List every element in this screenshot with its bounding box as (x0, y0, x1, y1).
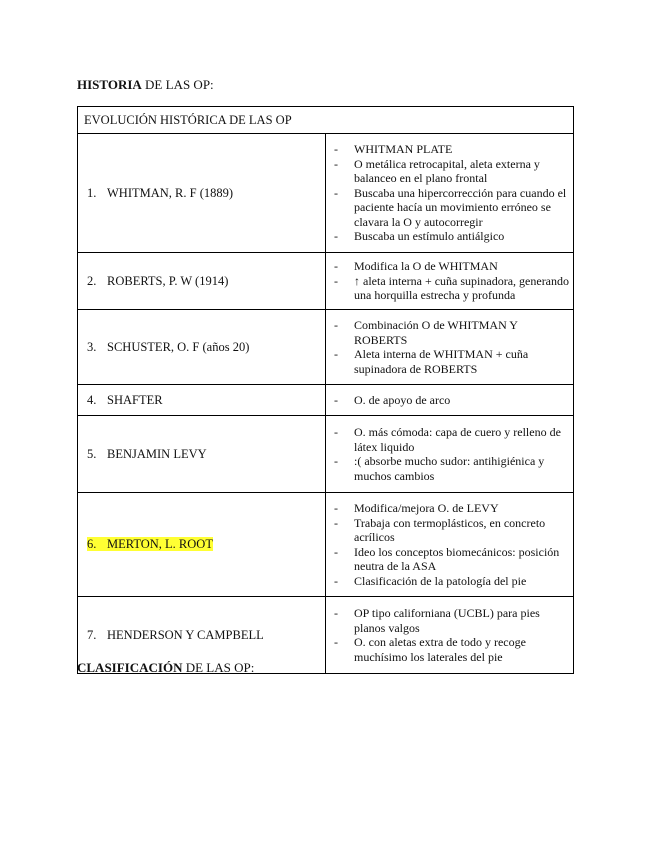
heading-clasificacion-bold: CLASIFICACIÓN (77, 660, 183, 675)
heading-clasificacion (77, 660, 254, 675)
description-item: - Ideo los conceptos biomecánicos: posición neutra de la ASA (334, 545, 569, 574)
row-number: 4. (87, 392, 97, 407)
author-label (87, 274, 228, 288)
row-number: 7. (87, 627, 97, 642)
description-item: - ↑ aleta interna + cuña supinadora, generando una horquilla estrecha y profunda (334, 274, 569, 303)
description-list (334, 606, 569, 664)
author-name: SHAFTER (107, 392, 163, 407)
author-label (87, 393, 163, 407)
description-item: - O. de apoyo de arco (334, 393, 569, 408)
description-item: - Aleta interna de WHITMAN + cuña supinadora de ROBERTS (334, 347, 569, 376)
description-item: - Modifica/mejora O. de LEVY (334, 501, 569, 516)
author-cell (78, 385, 326, 416)
author-label (87, 628, 264, 642)
description-item: - :( absorbe mucho sudor: antihigiénica y muchos cambios (334, 454, 569, 483)
description-item: - O. más cómoda: capa de cuero y relleno de látex liquido (334, 425, 569, 454)
description-list (334, 501, 569, 588)
description-cell (326, 493, 574, 597)
description-list (334, 142, 569, 244)
description-list (334, 393, 569, 408)
table-row (78, 253, 574, 310)
table-row (78, 310, 574, 385)
description-cell (326, 134, 574, 253)
author-cell (78, 493, 326, 597)
row-number: 5. (87, 446, 97, 461)
author-label-highlighted (87, 537, 213, 551)
history-table (77, 106, 574, 674)
row-number: 2. (87, 273, 97, 288)
author-cell (78, 134, 326, 253)
description-item: - Buscaba una hipercorrección para cuando el paciente hacía un movimiento erróneo se clavara la O y autocorregir (334, 186, 569, 230)
description-item: - O metálica retrocapital, aleta externa y balanceo en el plano frontal (334, 157, 569, 186)
author-name: MERTON, L. ROOT (107, 537, 213, 551)
author-label (87, 186, 233, 200)
description-item: - O. con aletas extra de todo y recoge muchísimo los laterales del pie (334, 635, 569, 664)
row-number: 3. (87, 339, 97, 354)
author-name: BENJAMIN LEVY (107, 446, 207, 461)
table-row (78, 385, 574, 416)
author-cell (78, 253, 326, 310)
description-cell (326, 310, 574, 385)
description-item: - Clasificación de la patología del pie (334, 574, 569, 589)
row-number: 1. (87, 185, 97, 200)
author-cell (78, 416, 326, 493)
heading-historia (77, 77, 214, 92)
description-item: - WHITMAN PLATE (334, 142, 569, 157)
description-list (334, 259, 569, 303)
description-cell (326, 385, 574, 416)
description-list (334, 425, 569, 483)
table-row (78, 416, 574, 493)
description-cell (326, 253, 574, 310)
table-row (78, 493, 574, 597)
table-row (78, 134, 574, 253)
heading-historia-rest: DE LAS OP: (141, 77, 214, 92)
heading-historia-bold: HISTORIA (77, 77, 142, 92)
author-name: ROBERTS, P. W (1914) (107, 273, 229, 288)
description-item: - Modifica la O de WHITMAN (334, 259, 569, 274)
row-number: 6. (87, 537, 97, 551)
description-cell (326, 416, 574, 493)
description-cell (326, 597, 574, 674)
author-name: HENDERSON Y CAMPBELL (107, 627, 264, 642)
description-item: - Buscaba un estímulo antiálgico (334, 229, 569, 244)
description-item: - OP tipo californiana (UCBL) para pies planos valgos (334, 606, 569, 635)
author-label (87, 340, 249, 354)
heading-clasificacion-rest: DE LAS OP: (182, 660, 255, 675)
author-label (87, 447, 207, 461)
author-cell (78, 310, 326, 385)
author-name: WHITMAN, R. F (1889) (107, 185, 234, 200)
description-item: - Combinación O de WHITMAN Y ROBERTS (334, 318, 569, 347)
table-caption: EVOLUCIÓN HISTÓRICA DE LAS OP (78, 107, 574, 134)
description-item: - Trabaja con termoplásticos, en concreto acrílicos (334, 516, 569, 545)
author-name: SCHUSTER, O. F (años 20) (107, 339, 250, 354)
description-list (334, 318, 569, 376)
